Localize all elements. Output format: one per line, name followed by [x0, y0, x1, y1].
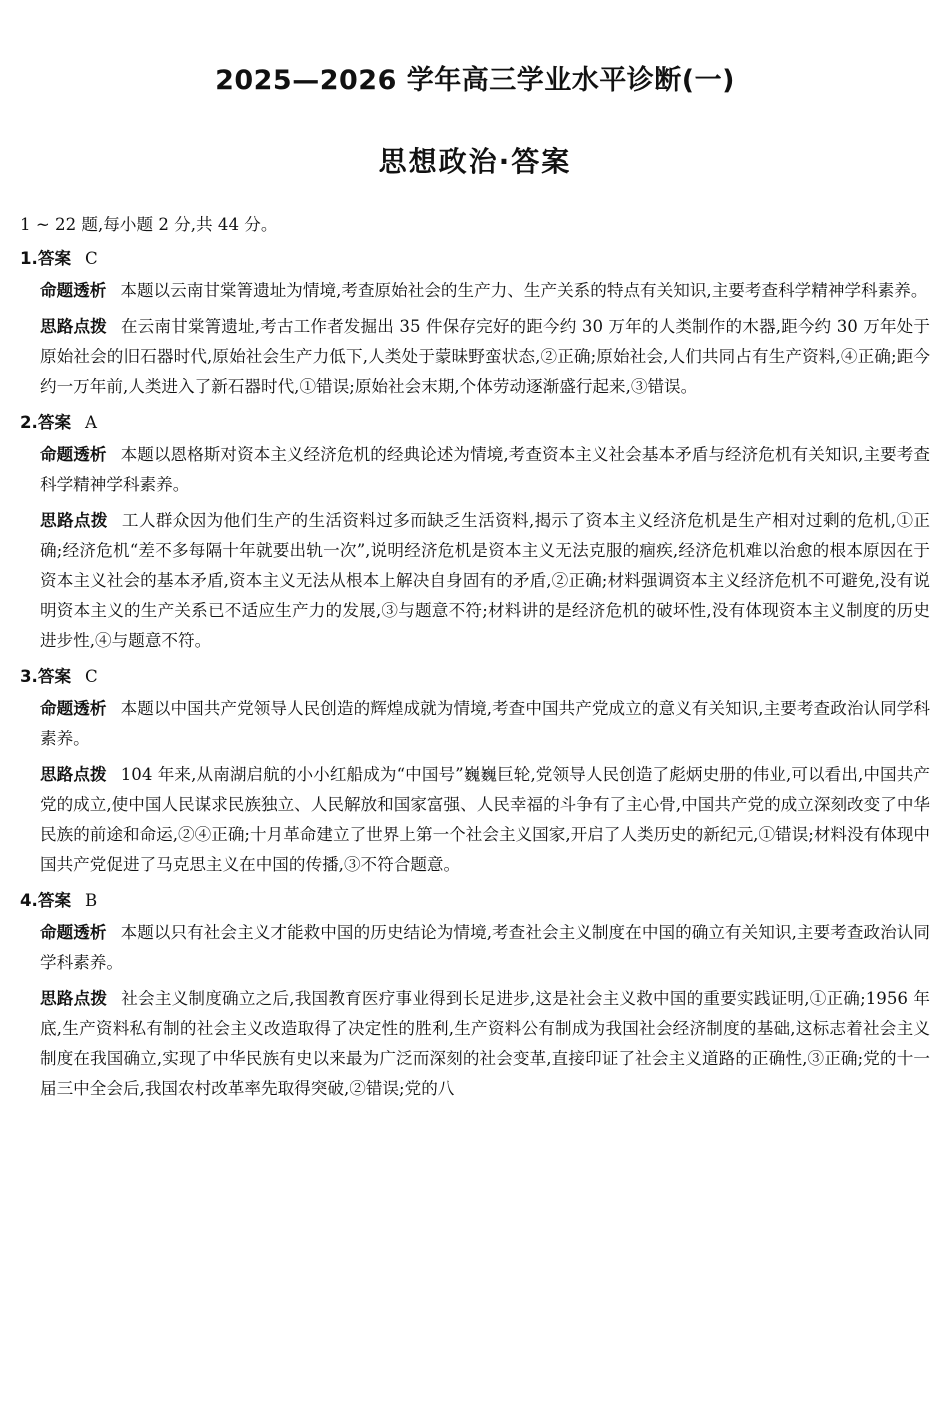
answer-content [20, 210, 930, 1110]
hint-text: 在云南甘棠箐遗址,考古工作者发掘出 35 件保存完好的距今约 30 万年的人类制作的木器,距今约 30 万年处于原始社会的旧石器时代,原始社会生产力低下,人类处于蒙昧野蛮状态,②正确;原始社会,人们共同占有生产资料,④正确;距今约一万年前,人类进入了新石器时代,①错误;原始社会末期,个体劳动逐渐盛行起来,③错误。 [40, 317, 931, 396]
hint-text: 工人群众因为他们生产的生活资料过多而缺乏生活资料,揭示了资本主义经济危机是生产相对过剩的危机,①正确;经济危机“差不多每隔十年就要出轨一次”,说明经济危机是资本主义无法克服的痼疾,经济危机难以治愈的根本原因在于资本主义社会的基本矛盾,资本主义无法从根本上解决自身固有的矛盾,②正确;材料强调资本主义经济危机不可避免,没有说明资本主义的生产关系已不适应生产力的发展,③与题意不符;材料讲的是经济危机的破坏性,没有体现资本主义制度的历史进步性,④与题意不符。 [40, 511, 931, 650]
question-2 [20, 408, 930, 656]
analysis-paragraph [40, 276, 930, 306]
analysis-paragraph [40, 694, 930, 754]
question-header [20, 662, 930, 692]
question-header [20, 244, 930, 274]
analysis-label: 命题透析 [40, 699, 107, 718]
question-number: 4. [20, 891, 38, 910]
analysis-text: 本题以云南甘棠箐遗址为情境,考查原始社会的生产力、生产关系的特点有关知识,主要考查科学精神学科素养。 [120, 281, 928, 300]
score-intro: 1 ~ 22 题,每小题 2 分,共 44 分。 [20, 215, 278, 234]
question-4 [20, 886, 930, 1104]
answer-label: 答案 [37, 413, 72, 432]
hint-label: 思路点拨 [40, 989, 108, 1008]
answer-value: B [85, 891, 98, 910]
analysis-label: 命题透析 [40, 445, 107, 464]
analysis-label: 命题透析 [40, 923, 107, 942]
answer-value: C [85, 249, 98, 268]
question-number: 2. [20, 413, 38, 432]
question-header [20, 886, 930, 916]
analysis-paragraph [40, 918, 930, 978]
hint-text: 社会主义制度确立之后,我国教育医疗事业得到长足进步,这是社会主义救中国的重要实践证明,①正确;1956 年底,生产资料私有制的社会主义改造取得了决定性的胜利,生产资料公有制成为我国社会经济制度的基础,这标志着社会主义制度在我国确立,实现了中华民族有史以来最为广泛而深刻的社会变革,直接印证了社会主义道路的正确性,③正确;党的十一届三中全会后,我国农村改革率先取得突破,②错误;党的八 [40, 989, 931, 1098]
answer-label: 答案 [37, 667, 72, 686]
question-number: 1. [20, 249, 38, 268]
hint-label: 思路点拨 [40, 511, 108, 530]
hint-paragraph [40, 984, 930, 1104]
page-subtitle: 思想政治·答案 [378, 145, 572, 178]
analysis-paragraph [40, 440, 930, 500]
hint-label: 思路点拨 [40, 317, 107, 336]
answer-value: A [85, 413, 98, 432]
analysis-label: 命题透析 [40, 281, 107, 300]
analysis-text: 本题以中国共产党领导人民创造的辉煌成就为情境,考查中国共产党成立的意义有关知识,主要考查政治认同学科素养。 [40, 699, 931, 748]
answer-label: 答案 [37, 891, 72, 910]
answer-label: 答案 [37, 249, 72, 268]
analysis-text: 本题以恩格斯对资本主义经济危机的经典论述为情境,考查资本主义社会基本矛盾与经济危机有关知识,主要考查科学精神学科素养。 [40, 445, 931, 494]
hint-paragraph [40, 312, 930, 402]
page-title: 2025—2026 学年高三学业水平诊断(一) [215, 65, 735, 96]
hint-text: 104 年来,从南湖启航的小小红船成为“中国号”巍巍巨轮,党领导人民创造了彪炳史册的伟业,可以看出,中国共产党的成立,使中国人民谋求民族独立、人民解放和国家富强、人民幸福的斗争有了主心骨,中国共产党的成立深刻改变了中华民族的前途和命运,②④正确;十月革命建立了世界上第一个社会主义国家,开启了人类历史的新纪元,①错误;材料没有体现中国共产党促进了马克思主义在中国的传播,③不符合题意。 [40, 765, 931, 874]
question-1 [20, 244, 930, 402]
answer-value: C [85, 667, 98, 686]
hint-label: 思路点拨 [40, 765, 107, 784]
analysis-text: 本题以只有社会主义才能救中国的历史结论为情境,考查社会主义制度在中国的确立有关知识,主要考查政治认同学科素养。 [40, 923, 931, 972]
question-header [20, 408, 930, 438]
hint-paragraph [40, 760, 930, 880]
hint-paragraph [40, 506, 930, 656]
question-number: 3. [20, 667, 38, 686]
question-3 [20, 662, 930, 880]
